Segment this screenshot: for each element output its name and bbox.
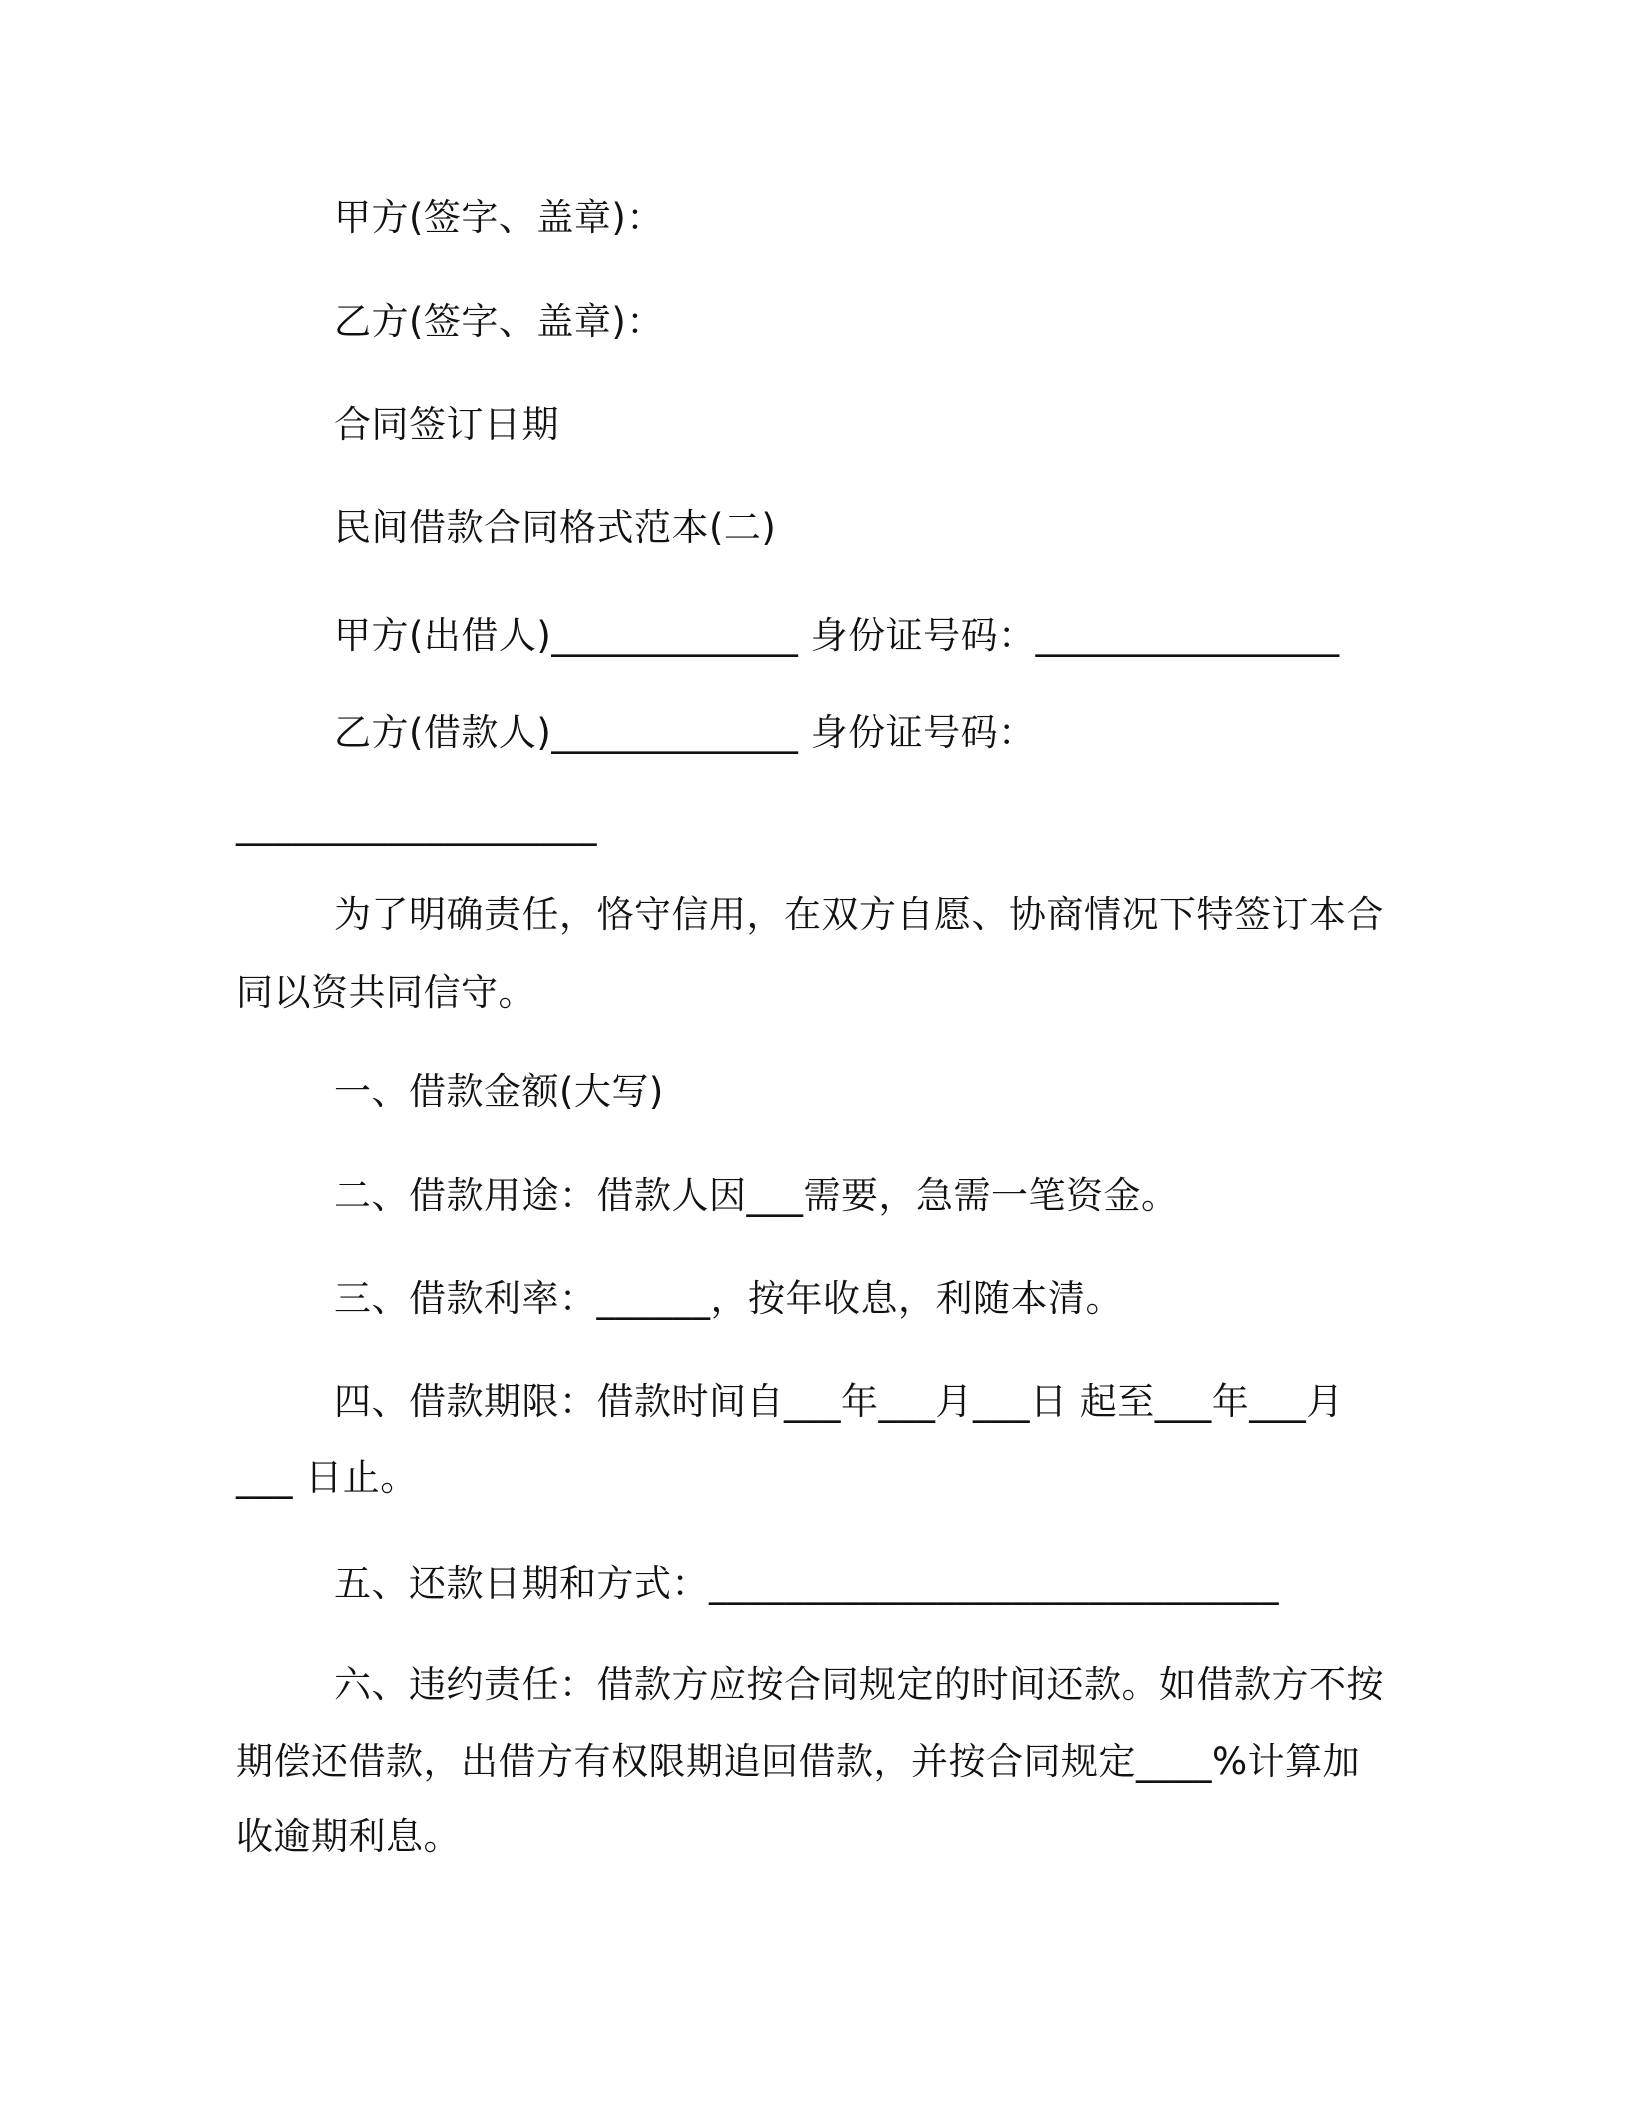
clause-4-loan-term-line-2: ___ 日止。	[236, 1456, 418, 1499]
lender-line: 甲方(出借人)_____________ 身份证号码：________________	[334, 614, 1340, 657]
party-b-signature-line: 乙方(签字、盖章)：	[334, 300, 664, 343]
borrower-line: 乙方(借款人)_____________ 身份证号码：	[334, 711, 1036, 754]
clause-1-loan-amount: 一、借款金额(大写)	[334, 1070, 664, 1113]
clause-6-liability-line-3: 收逾期利息。	[236, 1815, 461, 1858]
sign-date-line: 合同签订日期	[334, 403, 559, 446]
template-title: 民间借款合同格式范本(二)	[334, 506, 777, 549]
preamble-line-1: 为了明确责任，恪守信用，在双方自愿、协商情况下特签订本合	[334, 893, 1384, 936]
preamble-line-2: 同以资共同信守。	[236, 971, 536, 1014]
borrower-id-blank: ___________________	[236, 803, 597, 846]
clause-6-liability-line-1: 六、违约责任：借款方应按合同规定的时间还款。如借款方不按	[334, 1663, 1384, 1706]
clause-4-loan-term-line-1: 四、借款期限：借款时间自___年___月___日 起至___年___月	[334, 1380, 1344, 1423]
clause-5-repayment: 五、还款日期和方式：______________________________	[334, 1562, 1279, 1605]
clause-6-liability-line-2: 期偿还借款，出借方有权限期追回借款，并按合同规定____%计算加	[236, 1740, 1361, 1783]
party-a-signature-line: 甲方(签字、盖章)：	[334, 196, 664, 239]
clause-3-interest-rate: 三、借款利率：______，按年收息，利随本清。	[334, 1277, 1123, 1320]
clause-2-loan-purpose: 二、借款用途：借款人因___需要，急需一笔资金。	[334, 1174, 1179, 1217]
